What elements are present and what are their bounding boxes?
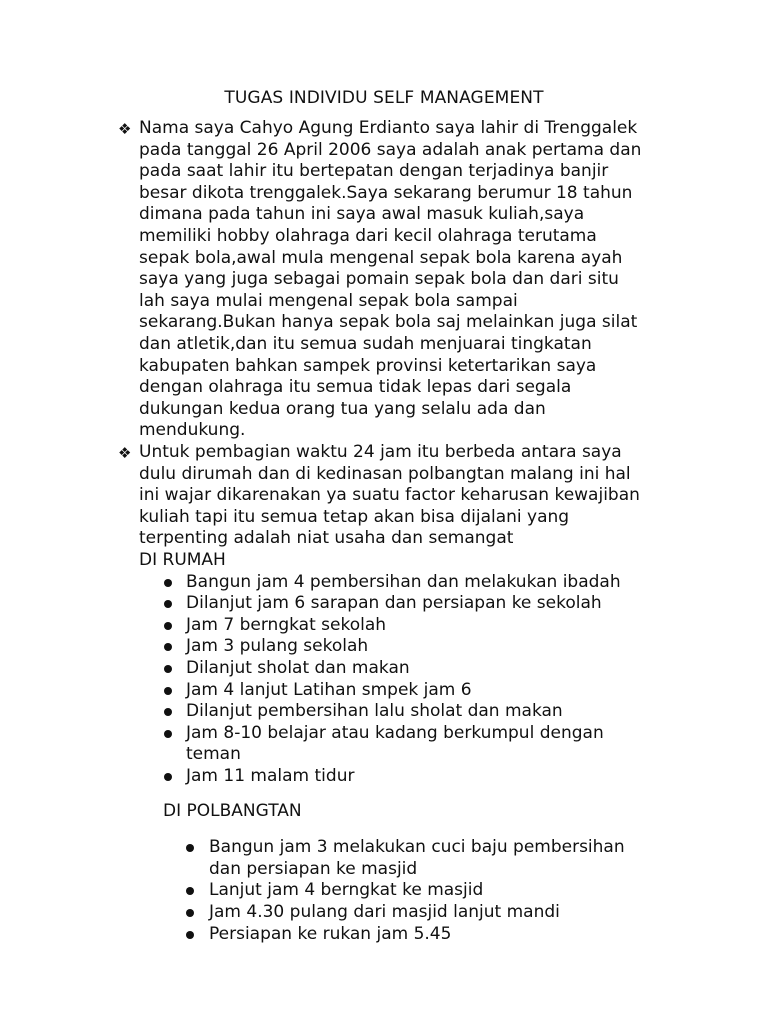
list-item: Persiapan ke rukan jam 5.45 [209, 923, 452, 944]
paragraph-line: terpenting adalah niat usaha dan semangat [139, 528, 514, 549]
paragraph-line: besar dikota trenggalek.Saya sekarang berumur 18 tahun [139, 182, 633, 203]
round-bullet-icon [164, 773, 172, 781]
list-item: Dilanjut sholat dan makan [186, 658, 410, 678]
list-item: Jam 8-10 belajar atau kadang berkumpul dengan [186, 722, 604, 743]
round-bullet-icon [186, 887, 194, 895]
round-bullet-icon [164, 643, 172, 651]
paragraph-line: saya yang juga sebagai pomain sepak bola dan dari situ [139, 269, 619, 290]
paragraph-line: sepak bola,awal mula mengenal sepak bola karena ayah [139, 247, 623, 268]
round-bullet-icon [164, 579, 172, 587]
paragraph-line: kabupaten bahkan sampek provinsi ketertarikan saya [139, 355, 597, 376]
round-bullet-icon [164, 708, 172, 716]
paragraph-line: dulu dirumah dan di kedinasan polbangtan malang ini hal [139, 463, 631, 484]
paragraph-line: dan atletik,dan itu semua sudah menjuarai tingkatan [139, 334, 592, 354]
section-heading-polbangtan: DI POLBANGTAN [163, 800, 302, 821]
paragraph-line: Nama saya Cahyo Agung Erdianto saya lahir di Trenggalek [139, 118, 638, 138]
section-heading-rumah: DI RUMAH [139, 550, 226, 570]
list-item: dan persiapan ke masjid [209, 858, 418, 879]
round-bullet-icon [164, 622, 172, 630]
round-bullet-icon [186, 844, 194, 852]
paragraph-line: dukungan kedua orang tua yang selalu ada dan [139, 398, 546, 419]
document-title: TUGAS INDIVIDU SELF MANAGEMENT [224, 88, 544, 108]
list-item: Jam 4.30 pulang dari masjid lanjut mandi [209, 902, 560, 922]
round-bullet-icon [164, 600, 172, 608]
paragraph-line: ini wajar dikarenakan ya suatu factor keharusan kewajiban [139, 485, 640, 506]
list-item: Bangun jam 4 pembersihan dan melakukan ibadah [186, 571, 621, 592]
round-bullet-icon [164, 730, 172, 738]
paragraph-line: sekarang.Bukan hanya sepak bola saj melainkan juga silat [139, 312, 638, 333]
diamond-bullet-icon: ❖ [118, 120, 132, 138]
list-item: Lanjut jam 4 berngkat ke masjid [209, 880, 484, 901]
paragraph-line: kuliah tapi itu semua tetap akan bisa dijalani yang [139, 506, 570, 527]
list-item: Dilanjut jam 6 sarapan dan persiapan ke sekolah [186, 593, 602, 614]
list-item: teman [186, 744, 241, 765]
round-bullet-icon [186, 931, 194, 939]
paragraph-line: lah saya mulai mengenal sepak bola sampai [139, 290, 518, 311]
diamond-bullet-icon: ❖ [118, 444, 132, 462]
list-item: Bangun jam 3 melakukan cuci baju pembersihan [209, 837, 625, 858]
list-item: Jam 11 malam tidur [186, 766, 355, 786]
paragraph-line: dengan olahraga itu semua tidak lepas dari segala [139, 377, 572, 398]
list-item: Jam 7 berngkat sekolah [186, 614, 387, 635]
round-bullet-icon [164, 665, 172, 673]
list-item: Jam 4 lanjut Latihan smpek jam 6 [186, 679, 472, 700]
list-item: Dilanjut pembersihan lalu sholat dan makan [186, 701, 563, 722]
list-item: Jam 3 pulang sekolah [186, 636, 369, 657]
paragraph-line: dimana pada tahun ini saya awal masuk kuliah,saya [139, 204, 585, 225]
round-bullet-icon [186, 909, 194, 917]
paragraph-line: memiliki hobby olahraga dari kecil olahraga terutama [139, 226, 597, 246]
paragraph-line: pada tanggal 26 April 2006 saya adalah anak pertama dan [139, 139, 642, 160]
paragraph-line: mendukung. [139, 420, 246, 441]
round-bullet-icon [164, 687, 172, 695]
paragraph-line: Untuk pembagian waktu 24 jam itu berbeda antara saya [139, 442, 622, 462]
paragraph-line: pada saat lahir itu bertepatan dengan terjadinya banjir [139, 161, 609, 182]
